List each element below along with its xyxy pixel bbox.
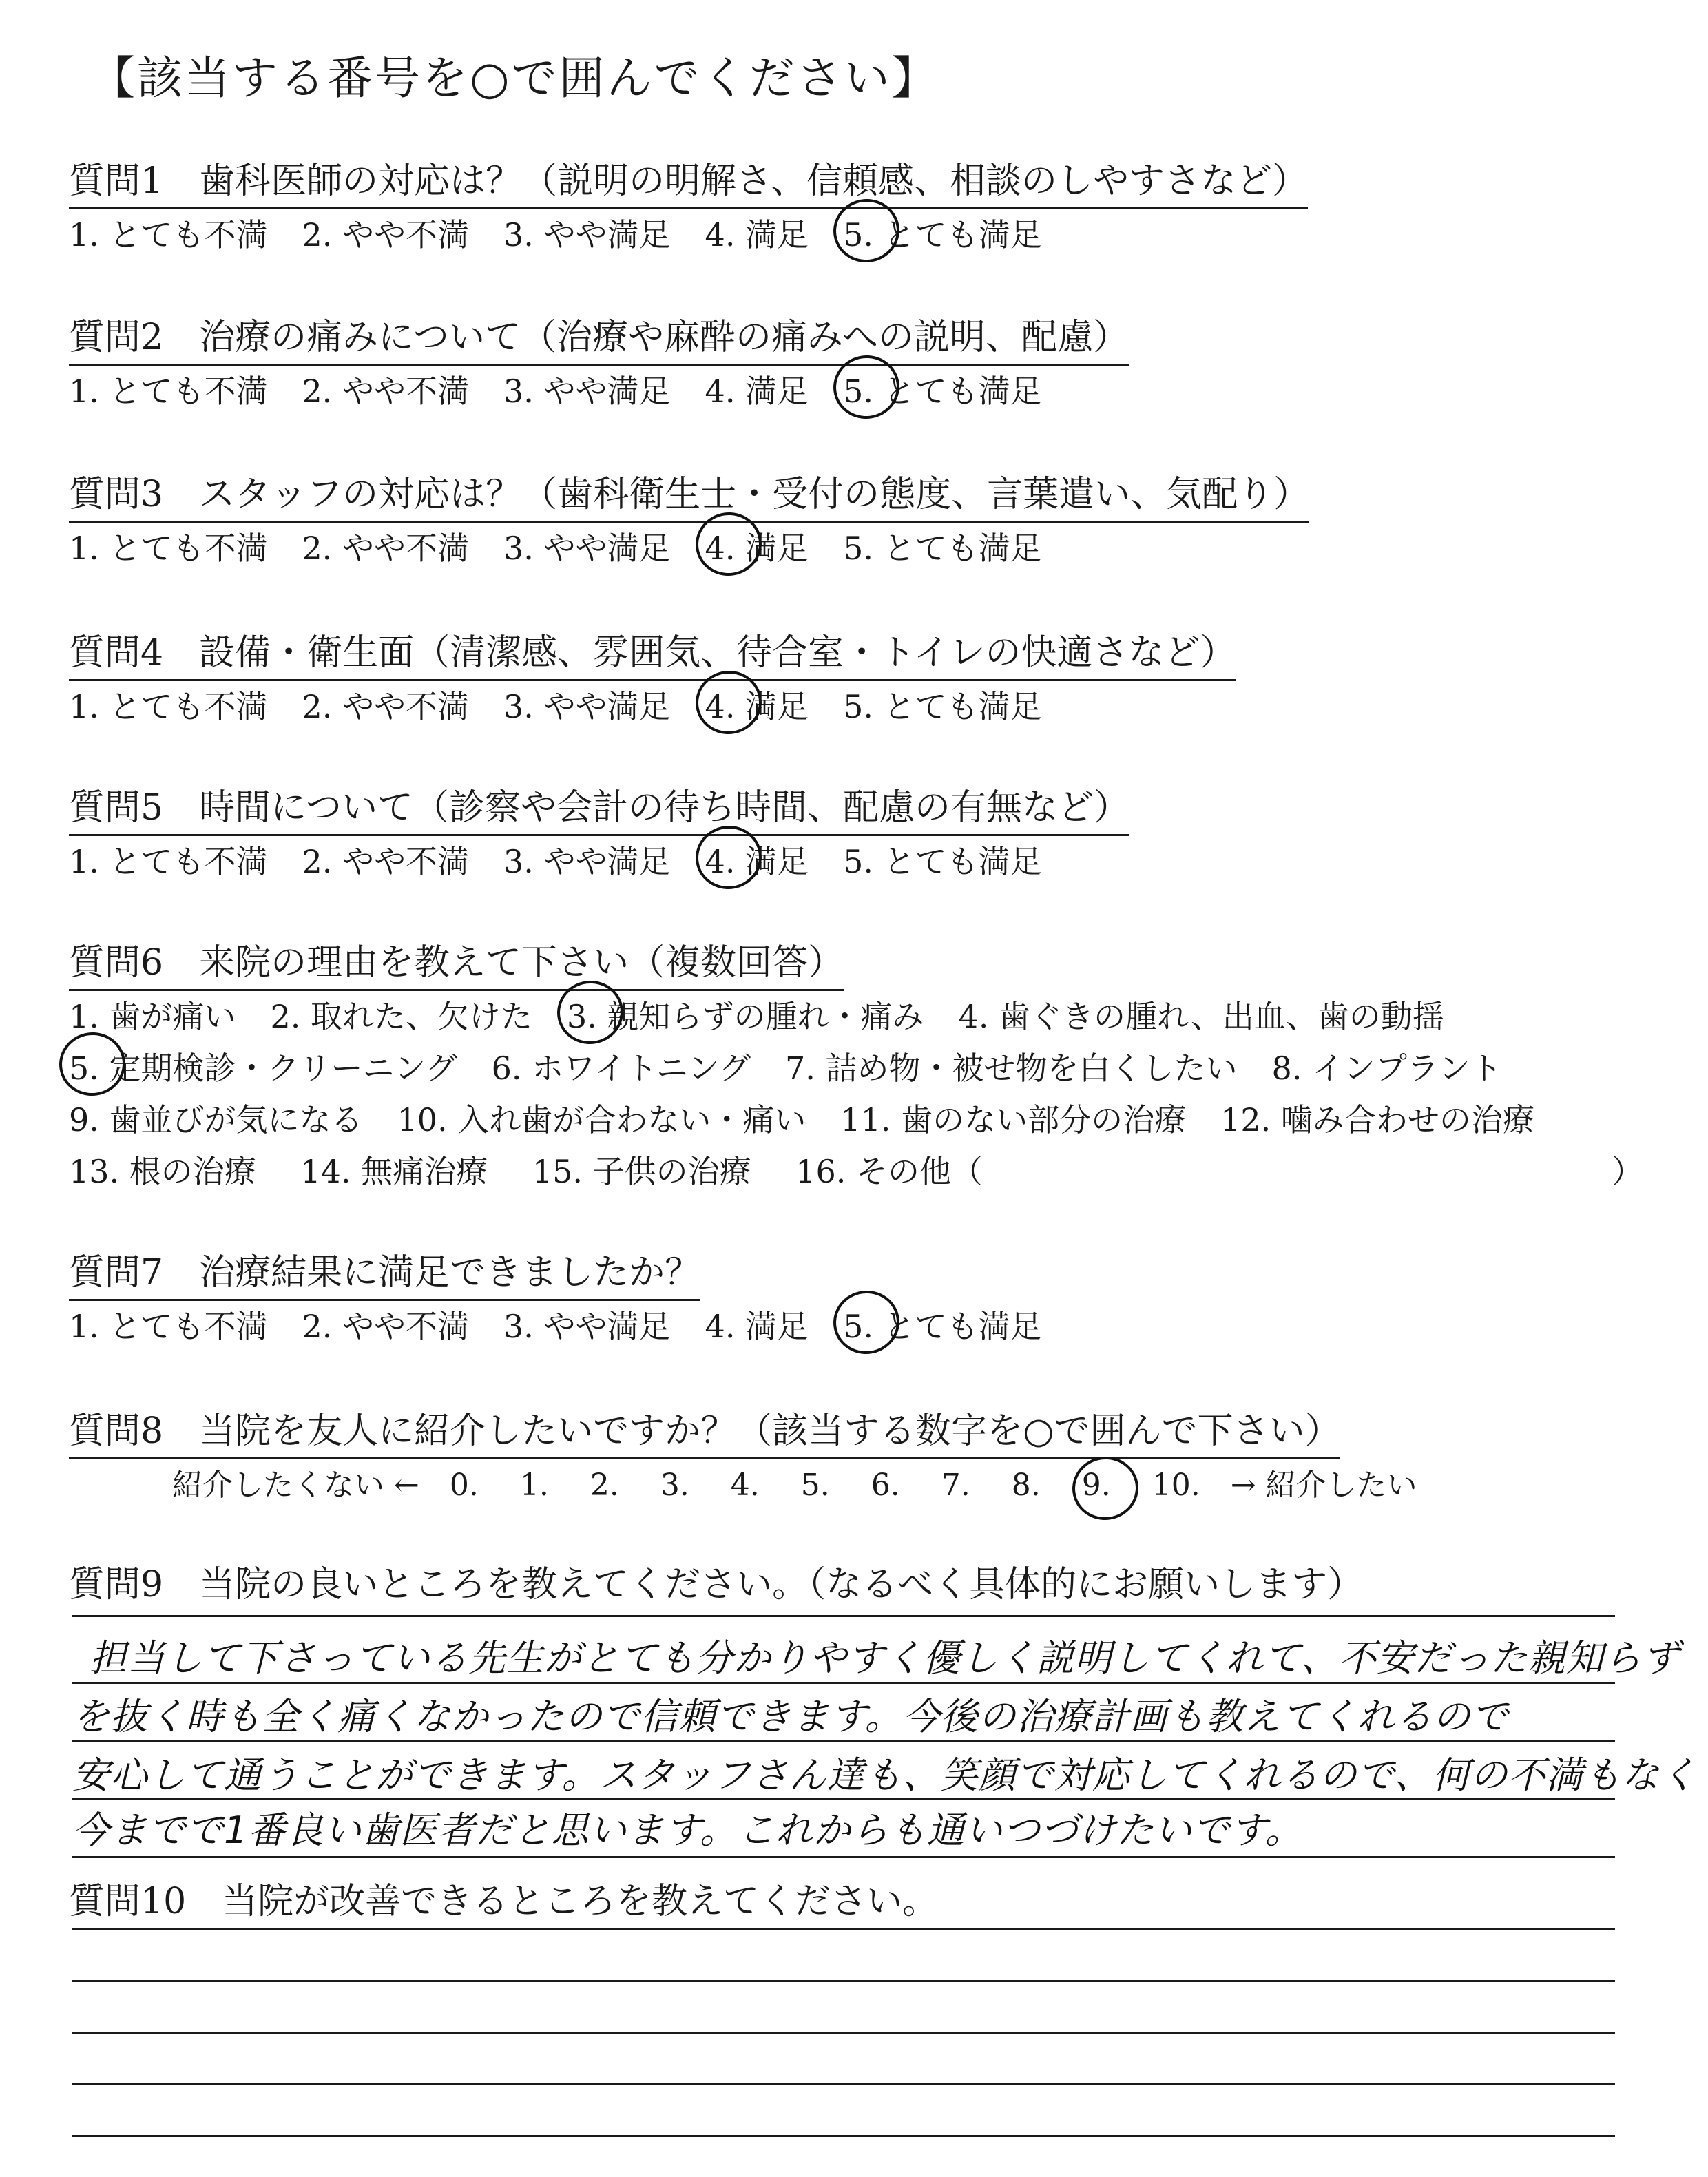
page-title: 【該当する番号を○で囲んでください】 (90, 52, 939, 105)
q7-option-3[interactable]: 3. やや満足 (503, 1308, 671, 1345)
q8-value-2[interactable]: 2. (590, 1468, 619, 1503)
q6-opt-15[interactable]: 15. 子供の治療 (532, 1153, 751, 1190)
q3-option-4[interactable]: 4. 満足 (705, 523, 809, 569)
question-4-label: 質問4 設備・衛生面（清潔感、雰囲気、待合室・トイレの快適さなど） (69, 623, 1236, 681)
q6-opt-1[interactable]: 1. 歯が痛い (69, 998, 236, 1035)
question-7-options[interactable] (69, 1302, 1076, 1347)
q1-option-2[interactable]: 2. やや不満 (302, 216, 470, 253)
question-6-line-3[interactable] (69, 1095, 1569, 1140)
q6-opt-2[interactable]: 2. 取れた、欠けた (270, 998, 533, 1035)
q9-answer-line-3: 安心して通うことができます。スタッフさん達も、笑顔で対応してくれるので、何の不満もなく (72, 1753, 1698, 1797)
q3-option-2[interactable]: 2. やや不満 (302, 530, 470, 567)
q7-option-4[interactable]: 4. 満足 (705, 1308, 809, 1345)
question-1-options[interactable] (69, 210, 1076, 256)
question-9-label: 質問9 当院の良いところを教えてください。（なるべく具体的にお願いします） (69, 1564, 1364, 1605)
question-3-label: 質問3 スタッフの対応は？（歯科衛生士・受付の態度、言葉遣い、気配り） (69, 465, 1309, 523)
q6-other-close: ） (1612, 1153, 1643, 1190)
q5-option-5[interactable]: 5. とても満足 (843, 843, 1042, 880)
question-5-label: 質問5 時間について（診察や会計の待ち時間、配慮の有無など） (69, 778, 1129, 836)
q4-option-4[interactable]: 4. 満足 (705, 682, 809, 727)
q6-opt-8[interactable]: 8. インプラント (1271, 1050, 1502, 1087)
q2-option-5[interactable]: 5. とても満足 (843, 366, 1042, 412)
q6-opt-10[interactable]: 10. 入れ歯が合わない・痛い (397, 1101, 806, 1138)
answer-line (72, 1856, 1615, 1858)
q7-option-1[interactable]: 1. とても不満 (69, 1308, 268, 1345)
answer-line (72, 1798, 1615, 1800)
q5-option-1[interactable]: 1. とても不満 (69, 843, 268, 880)
q8-value-3[interactable]: 3. (660, 1468, 689, 1503)
q1-option-3[interactable]: 3. やや満足 (503, 216, 671, 253)
q2-option-3[interactable]: 3. やや満足 (503, 373, 671, 410)
question-8-scale[interactable] (172, 1460, 1417, 1504)
q7-option-5[interactable]: 5. とても満足 (843, 1302, 1042, 1347)
q8-value-5[interactable]: 5. (800, 1468, 830, 1503)
q1-option-4[interactable]: 4. 満足 (705, 216, 809, 253)
q6-opt-3[interactable]: 3. 親知らずの腫れ・痛み (567, 992, 924, 1037)
q4-option-2[interactable]: 2. やや不満 (302, 688, 470, 725)
question-6-label: 質問6 来院の理由を教えて下さい（複数回答） (69, 933, 844, 991)
q6-opt-6[interactable]: 6. ホワイトニング (491, 1050, 751, 1087)
question-10-label: 質問10 当院が改善できるところを教えてください。 (69, 1881, 939, 1922)
question-3-options[interactable] (69, 523, 1076, 569)
question-6-line-1[interactable] (69, 992, 1479, 1037)
answer-line[interactable] (72, 2135, 1615, 2137)
question-6-line-2[interactable] (69, 1043, 1537, 1089)
question-4-options[interactable] (69, 682, 1076, 727)
answer-line (72, 1682, 1615, 1684)
q6-opt-9[interactable]: 9. 歯並びが気になる (69, 1101, 363, 1138)
q5-option-4[interactable]: 4. 満足 (705, 837, 809, 882)
question-5-options[interactable] (69, 837, 1076, 882)
q3-option-3[interactable]: 3. やや満足 (503, 530, 671, 567)
question-7-label: 質問7 治療結果に満足できましたか？ (69, 1243, 700, 1301)
question-8-label: 質問8 当院を友人に紹介したいですか？（該当する数字を○で囲んで下さい） (69, 1402, 1340, 1459)
answer-line[interactable] (72, 2083, 1615, 2085)
q8-value-1[interactable]: 1. (519, 1468, 549, 1503)
q6-opt-11[interactable]: 11. 歯のない部分の治療 (840, 1101, 1187, 1138)
q8-value-8[interactable]: 8. (1011, 1468, 1041, 1503)
q6-opt-7[interactable]: 7. 詰め物・被せ物を白くしたい (784, 1050, 1238, 1087)
q9-answer-line-1: 担当して下さっている先生がとても分かりやすく優しく説明してくれて、不安だった親知らず (90, 1636, 1680, 1680)
q5-option-2[interactable]: 2. やや不満 (302, 843, 470, 880)
q7-option-2[interactable]: 2. やや不満 (302, 1308, 470, 1345)
question-2-label: 質問2 治療の痛みについて（治療や麻酔の痛みへの説明、配慮） (69, 308, 1129, 366)
q6-opt-14[interactable]: 14. 無痛治療 (300, 1153, 488, 1190)
q3-option-1[interactable]: 1. とても不満 (69, 530, 268, 567)
answer-line[interactable] (72, 1928, 1615, 1930)
answer-line (72, 1615, 1615, 1617)
q8-value-10[interactable]: 10. (1152, 1468, 1200, 1503)
scale-left-label: 紹介したくない ← (172, 1468, 419, 1503)
answer-line (72, 1740, 1615, 1742)
question-6-line-4[interactable] (69, 1147, 1643, 1192)
q4-option-1[interactable]: 1. とても不満 (69, 688, 268, 725)
q4-option-5[interactable]: 5. とても満足 (843, 688, 1042, 725)
q2-option-4[interactable]: 4. 満足 (705, 373, 809, 410)
q5-option-3[interactable]: 3. やや満足 (503, 843, 671, 880)
question-1-label: 質問1 歯科医師の対応は？（説明の明解さ、信頼感、相談のしやすさなど） (69, 152, 1308, 209)
q8-value-6[interactable]: 6. (871, 1468, 900, 1503)
q8-value-9[interactable]: 9. (1081, 1468, 1111, 1503)
q2-option-2[interactable]: 2. やや不満 (302, 373, 470, 410)
q6-opt-16[interactable]: 16. その他（ (795, 1153, 983, 1190)
q6-opt-5[interactable]: 5. 定期検診・クリーニング (69, 1043, 457, 1089)
q9-answer-line-4: 今までで1番良い歯医者だと思います。これからも通いつづけたいです。 (72, 1809, 1303, 1852)
q8-value-4[interactable]: 4. (730, 1468, 760, 1503)
scale-right-label: → 紹介したい (1230, 1468, 1417, 1503)
answer-line[interactable] (72, 2032, 1615, 2034)
q1-option-1[interactable]: 1. とても不満 (69, 216, 268, 253)
q4-option-3[interactable]: 3. やや満足 (503, 688, 671, 725)
q8-value-7[interactable]: 7. (941, 1468, 970, 1503)
q6-opt-13[interactable]: 13. 根の治療 (69, 1153, 256, 1190)
q3-option-5[interactable]: 5. とても満足 (843, 530, 1042, 567)
q2-option-1[interactable]: 1. とても不満 (69, 373, 268, 410)
question-2-options[interactable] (69, 366, 1076, 412)
q8-value-0[interactable]: 0. (449, 1468, 479, 1503)
q6-opt-4[interactable]: 4. 歯ぐきの腫れ、出血、歯の動揺 (958, 998, 1444, 1035)
q9-answer-line-2: を抜く時も全く痛くなかったので信頼できます。今後の治療計画も教えてくれるので (72, 1695, 1509, 1738)
q6-opt-12[interactable]: 12. 噛み合わせの治療 (1220, 1101, 1534, 1138)
q1-option-5[interactable]: 5. とても満足 (843, 210, 1042, 256)
answer-line[interactable] (72, 1980, 1615, 1982)
